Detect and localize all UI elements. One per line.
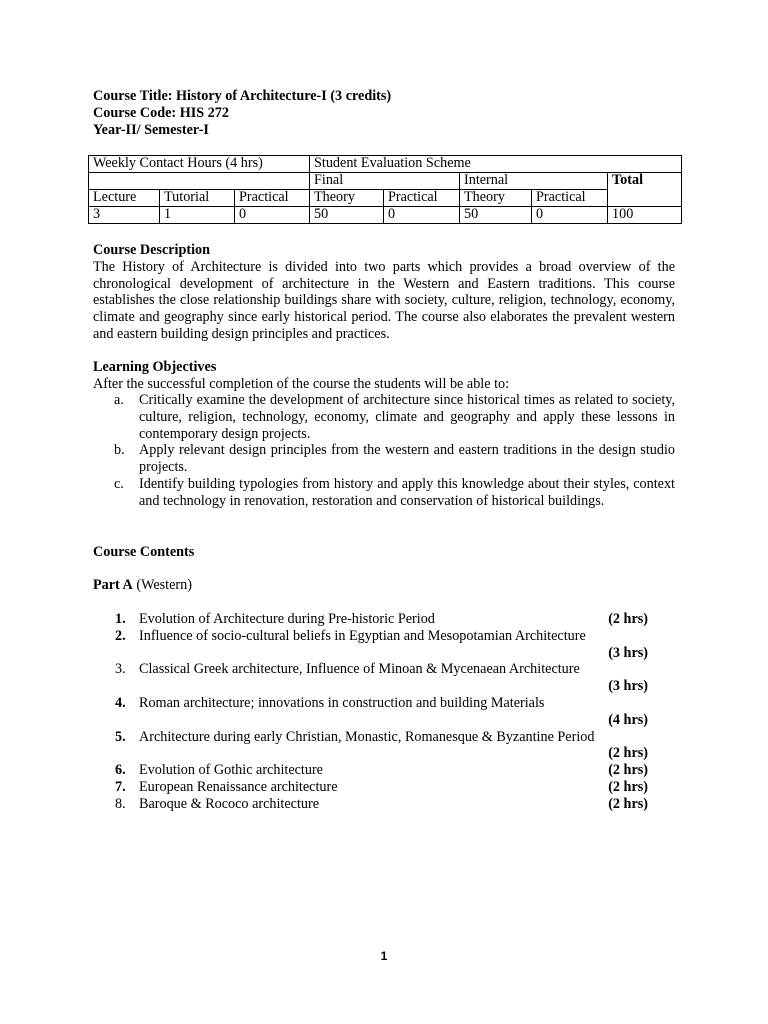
list-item — [93, 442, 675, 476]
part-a-heading — [93, 577, 675, 594]
item-hours: (2 hrs) — [608, 778, 648, 795]
course-contents-heading: Course Contents — [93, 544, 195, 560]
column-header: Theory — [460, 190, 532, 207]
table-cell: 50 — [310, 207, 384, 224]
list-item-text: Identify building typologies from history and apply this knowledge about their styles, context and technology in renovation, restoration and conservation of historical buildings. — [139, 475, 675, 509]
item-number: 2. — [115, 627, 126, 644]
evaluation-table — [88, 155, 682, 224]
item-number: 5. — [115, 728, 126, 745]
item-text: Evolution of Architecture during Pre-historic Period — [139, 611, 435, 627]
final-header: Final — [310, 173, 460, 190]
table-cell: 50 — [460, 207, 532, 224]
item-text: Evolution of Gothic architecture — [139, 762, 323, 779]
weekly-contact-hours-header: Weekly Contact Hours (4 hrs) — [89, 156, 310, 173]
item-hours: (2 hrs) — [608, 762, 648, 779]
table-cell: 0 — [235, 207, 310, 224]
table-cell: 3 — [89, 207, 160, 224]
list-marker: a. — [114, 392, 124, 408]
table-cell: 1 — [160, 207, 235, 224]
empty-cell — [89, 173, 310, 190]
learning-objectives-intro: After the successful completion of the course the students will be able to: — [93, 375, 510, 392]
list-item — [115, 695, 648, 729]
item-text: Roman architecture; innovations in construction and building Materials — [139, 694, 545, 711]
learning-objectives-section — [93, 359, 675, 393]
item-text: Baroque & Rococo architecture — [139, 795, 320, 812]
list-item — [93, 392, 675, 442]
item-number: 6. — [115, 762, 126, 779]
learning-objectives-heading: Learning Objectives — [93, 359, 217, 375]
list-item-text: Critically examine the development of architecture since historical times as related to society, culture, religion, technology, economy, climate and geography and apply these lessons in contemporary design projects. — [139, 392, 675, 442]
list-item — [115, 729, 648, 763]
list-item — [115, 661, 648, 695]
year-semester: Year-II/ Semester-I — [93, 121, 209, 138]
column-header: Practical — [235, 190, 310, 207]
list-item — [115, 779, 648, 796]
list-item-text: Apply relevant design principles from the western and eastern traditions in the design studio projects. — [139, 442, 675, 476]
item-text: European Renaissance architecture — [139, 778, 338, 795]
column-header: Tutorial — [160, 190, 235, 207]
list-item — [115, 762, 648, 779]
item-hours: (2 hrs) — [608, 745, 648, 762]
course-title: Course Title: History of Architecture-I (3 credits) — [93, 88, 392, 104]
item-number: 4. — [115, 694, 126, 711]
internal-header: Internal — [460, 173, 608, 190]
item-number: 1. — [115, 611, 126, 627]
table-cell: 0 — [384, 207, 460, 224]
list-item — [115, 628, 648, 662]
course-header — [93, 88, 391, 138]
page-number: 1 — [380, 949, 388, 963]
part-a-suffix: (Western) — [132, 577, 192, 593]
course-contents-list — [115, 611, 648, 813]
list-item — [115, 611, 648, 628]
part-a-label: Part A — [93, 577, 133, 593]
item-number: 7. — [115, 778, 126, 795]
item-text: Architecture during early Christian, Monastic, Romanesque & Byzantine Period — [139, 728, 595, 745]
item-number: 8. — [115, 795, 126, 812]
list-marker: b. — [114, 442, 125, 459]
item-number: 3. — [115, 661, 126, 678]
table-cell: 100 — [608, 207, 682, 224]
list-item — [115, 796, 648, 813]
item-hours: (3 hrs) — [608, 678, 648, 695]
list-item — [93, 476, 675, 510]
item-text: Classical Greek architecture, Influence of Minoan & Mycenaean Architecture — [139, 661, 580, 678]
course-description-heading: Course Description — [93, 242, 211, 258]
column-header: Practical — [384, 190, 460, 207]
total-header: Total — [608, 173, 682, 207]
item-hours: (2 hrs) — [608, 795, 648, 812]
table-cell: 0 — [532, 207, 608, 224]
course-code: Course Code: HIS 272 — [93, 104, 229, 121]
course-description-text: The History of Architecture is divided into two parts which provides a broad overview of the chronological development of architecture in the Western and Eastern traditions. This course establishes the close relationship buildings share with society, culture, religion, technology, economy, climate and geography since early historical period. The course also elaborates the prevalent western and eastern building design principles and practices. — [93, 258, 675, 342]
item-hours: (2 hrs) — [608, 611, 648, 627]
item-hours: (4 hrs) — [608, 711, 648, 728]
course-description-section — [93, 242, 675, 343]
evaluation-scheme-header: Student Evaluation Scheme — [310, 156, 682, 173]
list-marker: c. — [114, 475, 124, 492]
table-row — [89, 190, 682, 207]
column-header: Theory — [310, 190, 384, 207]
item-text: Influence of socio-cultural beliefs in Egyptian and Mesopotamian Architecture — [139, 627, 586, 644]
table-row — [89, 207, 682, 224]
item-hours: (3 hrs) — [608, 644, 648, 661]
column-header: Practical — [532, 190, 608, 207]
learning-objectives-list — [93, 392, 675, 510]
column-header: Lecture — [89, 190, 160, 207]
